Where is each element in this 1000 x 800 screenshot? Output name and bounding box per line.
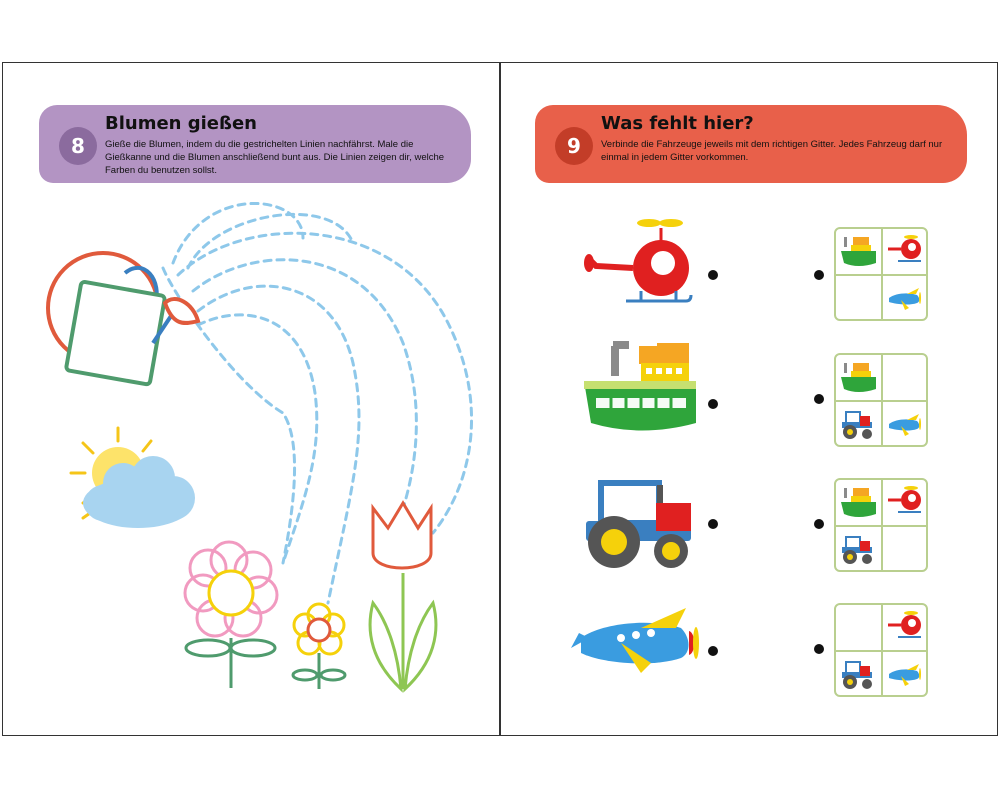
helicopter-icon — [584, 219, 691, 301]
grid-cell-airplane — [883, 652, 928, 697]
exercise-title: Was fehlt hier? — [601, 113, 754, 134]
tracing-line-red — [178, 233, 472, 533]
helicopter-icon — [883, 605, 928, 650]
tulip-icon — [370, 503, 436, 689]
tracing-line-pink — [198, 315, 317, 563]
connect-dot[interactable] — [708, 270, 718, 280]
grid-cell-ship — [836, 480, 881, 525]
grid-cell-helicopter — [883, 605, 928, 650]
grid-4 — [834, 603, 928, 697]
ship-icon — [836, 355, 881, 400]
exercise-instructions: Gieße die Blumen, indem du die gestrichelten Linien nachfährst. Male die Gießkanne und die Blumen anschließend bunt aus. Die Linien zeigen dir, welche Farben du benutzen sollst. — [105, 139, 445, 176]
watering-illustration — [3, 63, 500, 736]
watering-can-icon — [48, 253, 198, 385]
grid-cell-ship — [836, 229, 881, 274]
grid-3 — [834, 478, 928, 572]
grid-1 — [834, 227, 928, 321]
grid-cell-tractor — [836, 527, 881, 572]
grid-cell-helicopter — [883, 229, 928, 274]
grid-cell-helicopter — [883, 480, 928, 525]
helicopter-icon — [883, 229, 928, 274]
grid-cell-ship — [836, 355, 881, 400]
ship-icon — [836, 229, 881, 274]
tractor-icon — [586, 483, 691, 568]
right-page — [500, 62, 998, 736]
grid-connect-dot[interactable] — [814, 270, 824, 280]
tractor-icon — [836, 527, 881, 572]
tractor-icon — [836, 402, 881, 447]
tractor-icon — [836, 652, 881, 697]
flower-icon — [185, 542, 277, 688]
grid-connect-dot[interactable] — [814, 519, 824, 529]
connect-dot[interactable] — [708, 646, 718, 656]
tracing-line-orange — [193, 260, 416, 523]
connect-dot[interactable] — [708, 519, 718, 529]
airplane-icon — [571, 608, 699, 673]
airplane-icon — [883, 652, 928, 697]
grid-cell-airplane — [883, 276, 928, 321]
exercise-title: Blumen gießen — [105, 113, 257, 134]
ship-icon — [584, 341, 696, 431]
grid-cell-tractor — [836, 652, 881, 697]
grid-cell-tractor — [836, 402, 881, 447]
left-page — [2, 62, 500, 736]
helicopter-icon — [883, 480, 928, 525]
flower-icon-small — [293, 604, 345, 689]
grid-cell-airplane — [883, 402, 928, 447]
grid-connect-dot[interactable] — [814, 644, 824, 654]
airplane-icon — [883, 276, 928, 321]
airplane-icon — [883, 402, 928, 447]
grid-2 — [834, 353, 928, 447]
ship-icon — [836, 480, 881, 525]
connect-dot[interactable] — [708, 399, 718, 409]
grid-connect-dot[interactable] — [814, 394, 824, 404]
exercise-number-badge: 9 — [555, 127, 593, 165]
exercise-instructions: Verbinde die Fahrzeuge jeweils mit dem richtigen Gitter. Jedes Fahrzeug darf nur einmal in jedem Gitter vorkommen. — [601, 139, 943, 163]
exercise-number-badge: 8 — [59, 127, 97, 165]
